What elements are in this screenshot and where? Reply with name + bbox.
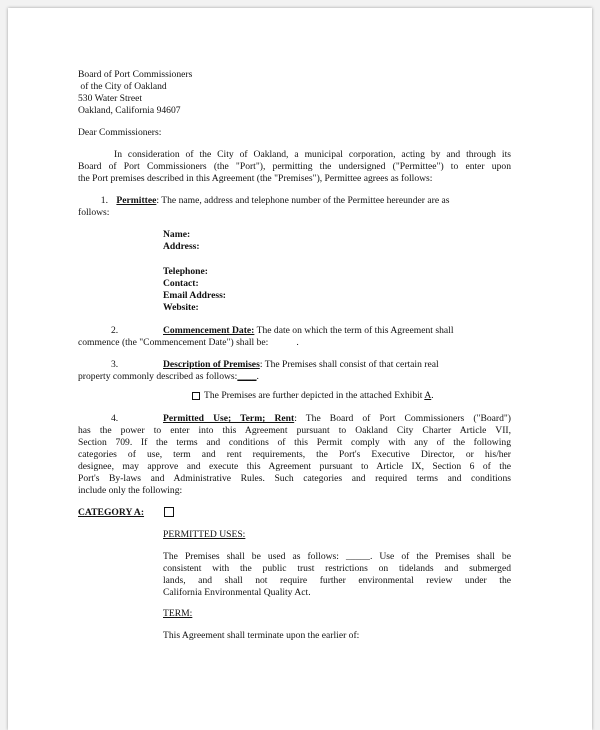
address-line-4: Oakland, California 94607 bbox=[78, 105, 181, 116]
exhibit-letter: A bbox=[424, 390, 432, 401]
intro-line-3: the Port premises described in this Agreement (the "Premises"), Permittee agrees as follows: bbox=[78, 173, 433, 184]
salutation: Dear Commissioners: bbox=[78, 127, 162, 138]
category-a-checkbox[interactable] bbox=[164, 507, 174, 517]
section-1-heading bbox=[78, 195, 511, 207]
exhibit-line bbox=[204, 390, 434, 402]
intro-line-2: Board of Port Commissioners (the "Port"), permitting the undersigned ("Permittee") to enter upon bbox=[78, 161, 511, 172]
section-4-line-3: categories of use, term and rent requirements, the Port's Executive Director, or his/her bbox=[78, 449, 511, 460]
exhibit-text: The Premises are further depicted in the attached Exhibit bbox=[204, 390, 425, 401]
address-line-3: 530 Water Street bbox=[78, 93, 143, 104]
section-4-line-2: Section 709. If the terms and conditions of this Permit comply with any of the following bbox=[78, 437, 511, 448]
exhibit-checkbox[interactable] bbox=[192, 392, 200, 400]
permitted-uses-heading: PERMITTED USES: bbox=[163, 529, 246, 540]
uses-line-1: The Premises shall be used as follows: _____. Use of the Premises shall be bbox=[163, 551, 511, 562]
section-3-blank[interactable]: ____ bbox=[237, 371, 257, 382]
section-3-text-cont bbox=[78, 371, 259, 383]
section-3-text: : The Premises shall consist of that certain real bbox=[259, 359, 439, 370]
field-website: Website: bbox=[163, 302, 199, 313]
uses-line-2: consistent with the public trust restrictions on tidelands and submerged bbox=[163, 563, 511, 574]
section-4-heading bbox=[163, 413, 511, 425]
category-a-label: CATEGORY A: bbox=[78, 507, 145, 518]
section-3-desc-text: property commonly described as follows: bbox=[78, 371, 238, 382]
address-line-2: of the City of Oakland bbox=[78, 81, 167, 92]
section-1-title: Permittee bbox=[116, 195, 157, 206]
term-text: This Agreement shall terminate upon the earlier of: bbox=[163, 630, 360, 641]
intro-line-1: In consideration of the City of Oakland, a municipal corporation, acting by and through its bbox=[114, 149, 511, 160]
section-4-line-1: has the power to enter into this Agreement pursuant to Oakland City Charter Article VII, bbox=[78, 425, 511, 436]
field-contact: Contact: bbox=[163, 278, 199, 289]
section-4-title: Permitted Use; Term; Rent bbox=[163, 413, 295, 424]
section-2-title: Commencement Date: bbox=[163, 325, 255, 336]
section-1-text-cont: follows: bbox=[78, 207, 110, 218]
section-1-text: : The name, address and telephone number of the Permittee hereunder are as bbox=[156, 195, 450, 206]
section-3-number: 3. bbox=[111, 359, 119, 370]
field-telephone: Telephone: bbox=[163, 266, 208, 277]
section-2-commence-text: commence (the "Commencement Date") shall be: bbox=[78, 337, 269, 348]
section-4-line-6: include only the following: bbox=[78, 485, 183, 496]
section-2-text-cont bbox=[78, 337, 299, 349]
section-2-number: 2. bbox=[111, 325, 119, 336]
section-4-line-4: designee, may approve and execute this Agreement pursuant to Article IX, Section 6 of the bbox=[78, 461, 511, 472]
section-3-title: Description of Premises bbox=[163, 359, 260, 370]
section-4-text: : The Board of Port Commissioners ("Board") bbox=[294, 413, 511, 424]
term-heading: TERM: bbox=[163, 608, 193, 619]
section-4-line-5: Port's By-laws and Administrative Rules. Such categories and required terms and conditions bbox=[78, 473, 511, 484]
field-email: Email Address: bbox=[163, 290, 226, 301]
section-2-text: The date on which the term of this Agreement shall bbox=[254, 325, 454, 336]
section-1-number: 1. bbox=[100, 195, 108, 206]
uses-line-3: lands, and shall not require further environmental review under the bbox=[163, 575, 511, 586]
section-2-heading bbox=[163, 325, 453, 337]
document-page bbox=[8, 8, 592, 730]
section-2-dot: . bbox=[296, 337, 299, 348]
address-line-1: Board of Port Commissioners bbox=[78, 69, 193, 80]
section-4-number: 4. bbox=[111, 413, 119, 424]
section-3-heading bbox=[163, 359, 439, 371]
field-address: Address: bbox=[163, 241, 200, 252]
exhibit-dot: . bbox=[431, 390, 434, 401]
field-name: Name: bbox=[163, 229, 191, 240]
section-3-dot: . bbox=[256, 371, 259, 382]
uses-line-4: California Environmental Quality Act. bbox=[163, 587, 311, 598]
